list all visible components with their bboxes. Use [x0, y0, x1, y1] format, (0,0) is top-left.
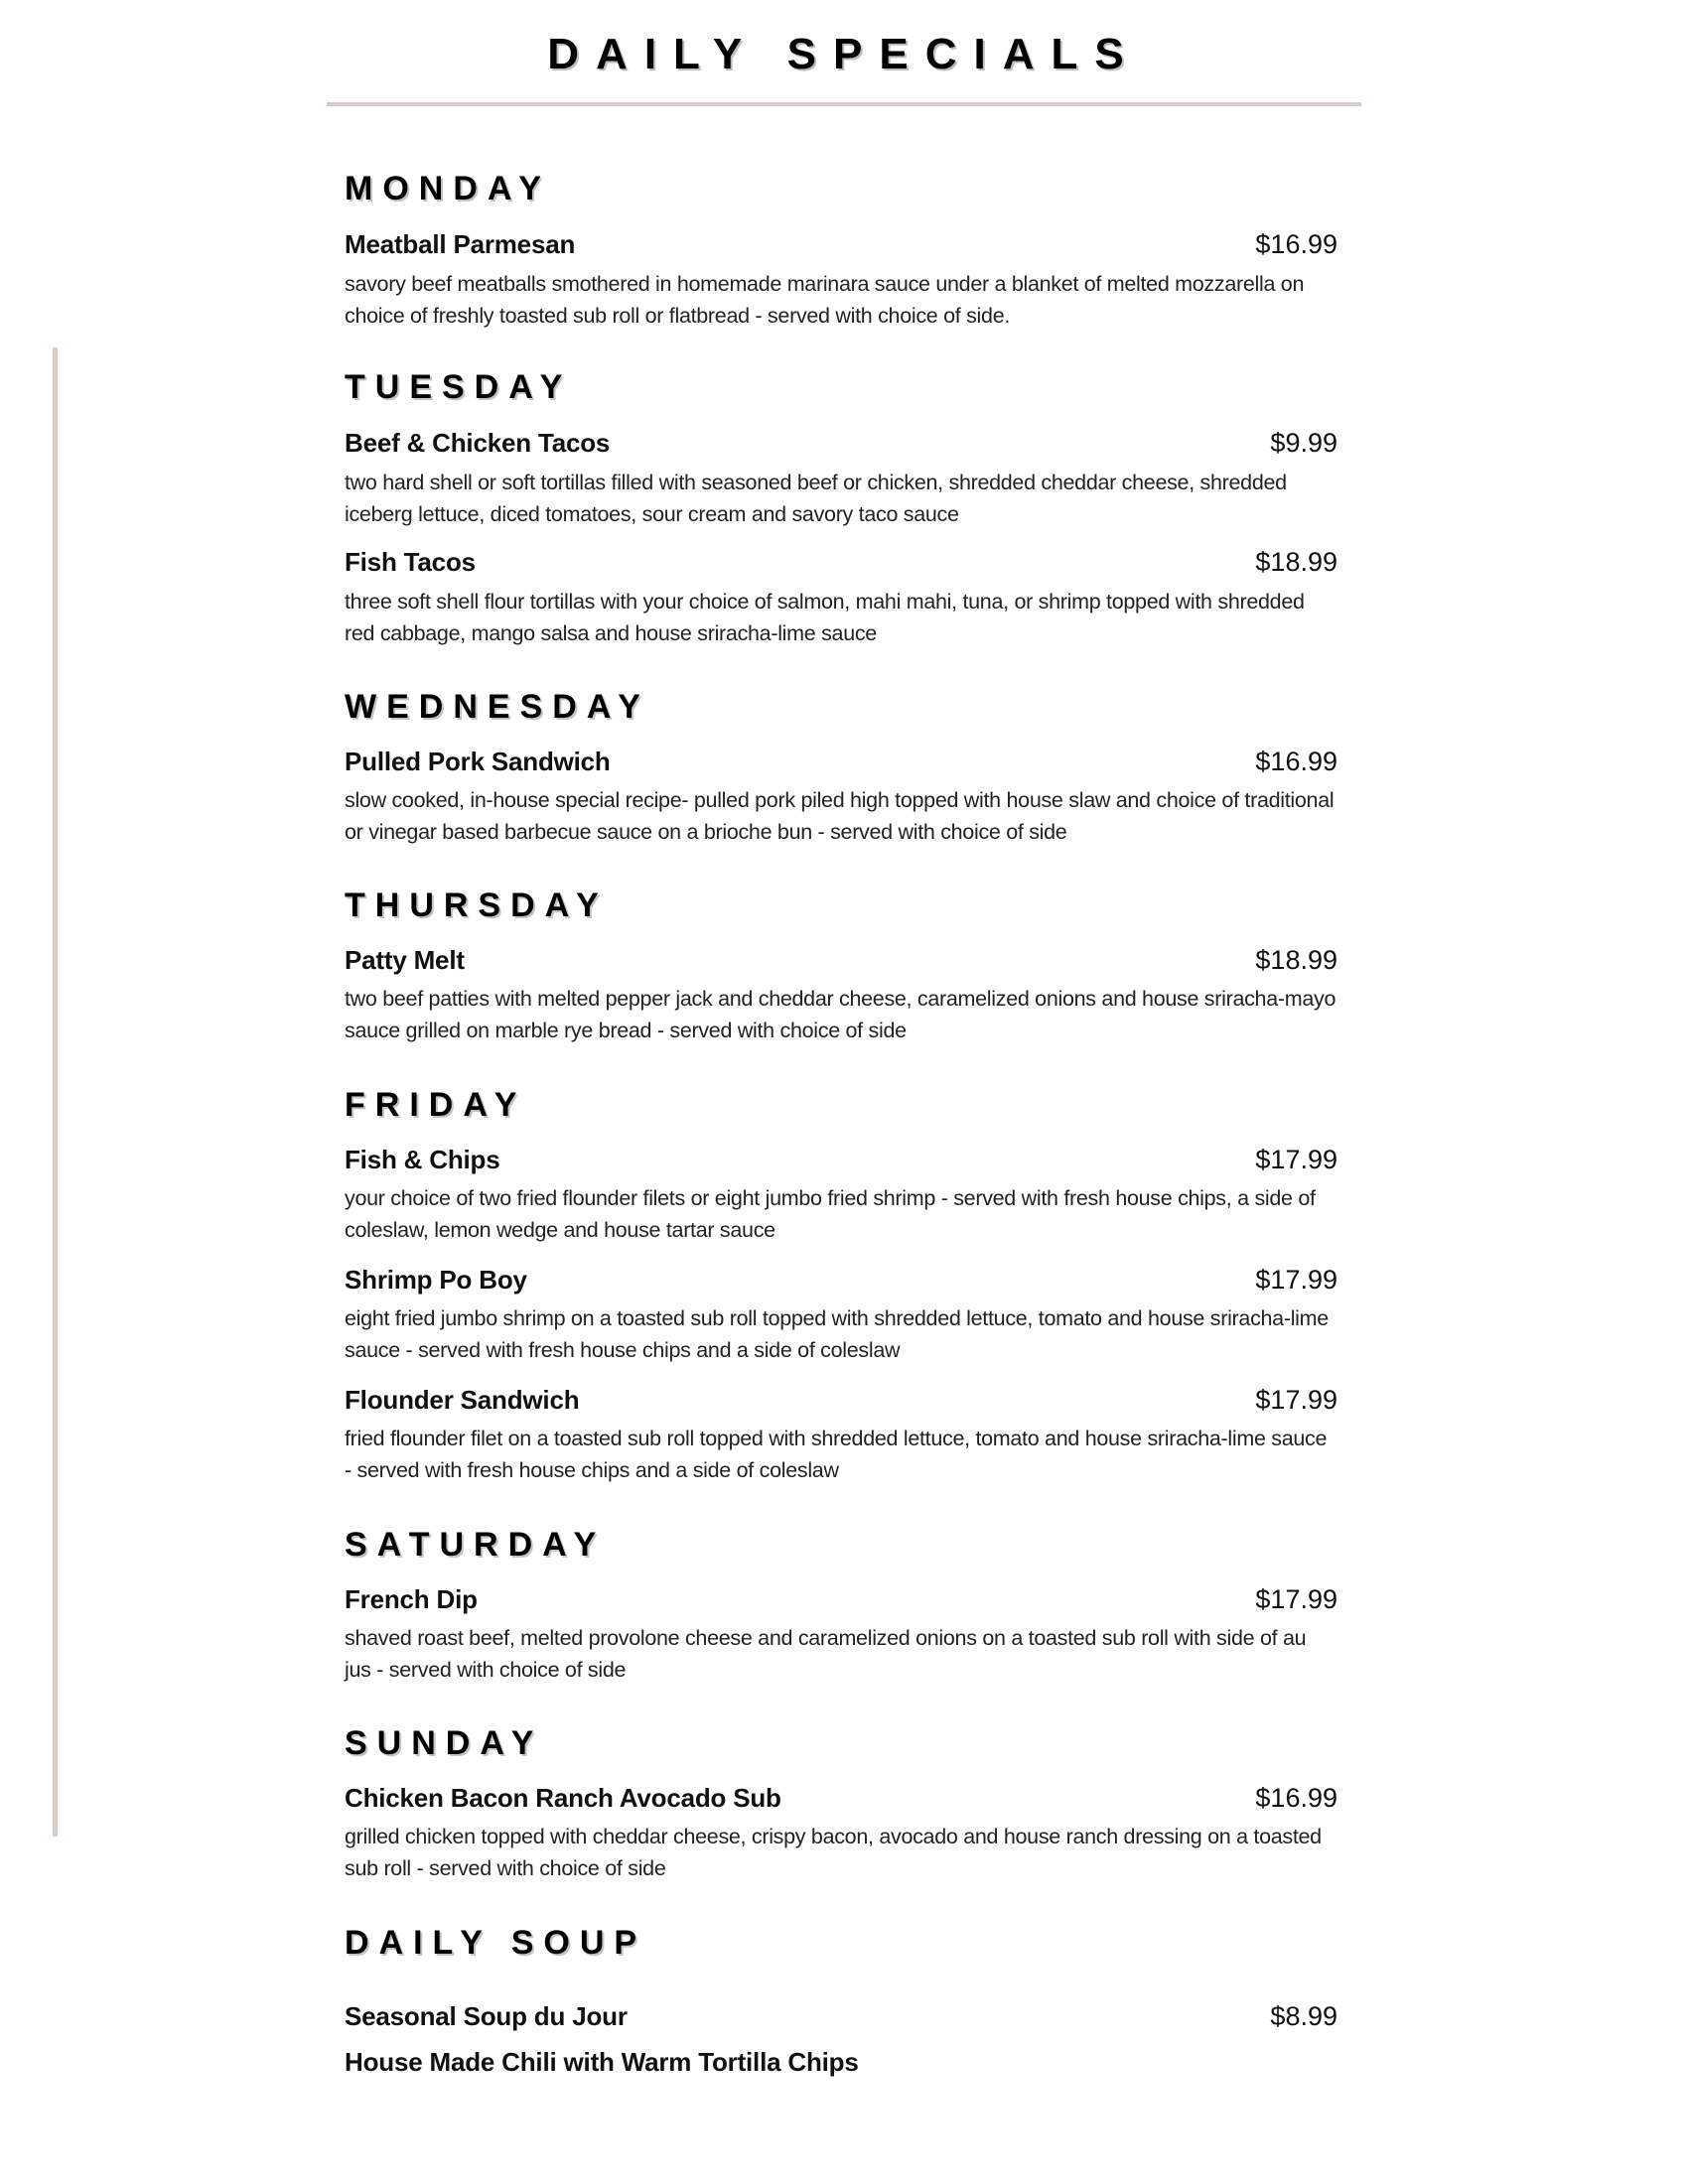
menu-item: [345, 425, 1337, 461]
menu-item: [345, 1581, 1337, 1617]
section-heading-monday: MONDAY: [345, 170, 551, 207]
left-accent-bar: [53, 347, 58, 1837]
item-price: $8.99: [1270, 2001, 1337, 2031]
item-description: shaved roast beef, melted provolone cheese and caramelized onions on a toasted sub roll with side of au jus - served with choice of side: [345, 1626, 1307, 1682]
item-description: grilled chicken topped with cheddar cheese, crispy bacon, avocado and house ranch dressing on a toasted sub roll - served with choice of side: [345, 1825, 1322, 1880]
item-name: Fish & Chips: [345, 1145, 500, 1174]
menu-item: [345, 544, 1337, 580]
item-price: $17.99: [1255, 1265, 1337, 1295]
menu-item: [345, 1780, 1337, 1816]
item-name: French Dip: [345, 1584, 478, 1614]
item-description: two hard shell or soft tortillas filled with seasoned beef or chicken, shredded cheddar cheese, shredded iceberg lettuce, diced tomatoes, sour cream and savory taco sauce: [345, 471, 1287, 526]
menu-item: [345, 744, 1337, 779]
section-heading-saturday: SATURDAY: [345, 1526, 607, 1564]
item-name: Chicken Bacon Ranch Avocado Sub: [345, 1783, 781, 1813]
item-price: $17.99: [1255, 1145, 1337, 1174]
section-heading-sunday: SUNDAY: [345, 1724, 544, 1762]
menu-item: [345, 1262, 1337, 1297]
section-heading-daily-soup: DAILY SOUP: [345, 1924, 647, 1962]
menu-item: [345, 1998, 1337, 2034]
item-price: $16.99: [1255, 1783, 1337, 1813]
item-price: $17.99: [1255, 1385, 1337, 1415]
item-name: House Made Chili with Warm Tortilla Chips: [345, 2047, 859, 2077]
item-price: $17.99: [1255, 1584, 1337, 1614]
item-price: $16.99: [1255, 229, 1337, 259]
item-price: $16.99: [1255, 747, 1337, 776]
item-name: Meatball Parmesan: [345, 229, 576, 259]
section-heading-friday: FRIDAY: [345, 1086, 527, 1124]
section-heading-thursday: THURSDAY: [345, 887, 609, 924]
menu-item: [345, 1382, 1337, 1418]
menu-item: [345, 1142, 1337, 1177]
item-price: $18.99: [1255, 945, 1337, 975]
item-name: Flounder Sandwich: [345, 1385, 580, 1415]
item-description: savory beef meatballs smothered in homemade marinara sauce under a blanket of melted mozzarella on choice of freshly toasted sub roll or flatbread - served with choice of side.: [345, 272, 1305, 328]
menu-item: [345, 226, 1337, 262]
item-name: Fish Tacos: [345, 547, 476, 577]
item-name: Shrimp Po Boy: [345, 1265, 527, 1295]
page-title: DAILY SPECIALS: [547, 30, 1141, 78]
item-description: slow cooked, in-house special recipe- pulled pork piled high topped with house slaw and choice of traditional or vinegar based barbecue sauce on a brioche bun - served with choice of side: [345, 788, 1335, 844]
item-description: fried flounder filet on a toasted sub roll topped with shredded lettuce, tomato and house sriracha-lime sauce - served with fresh house chips and a side of coleslaw: [345, 1427, 1328, 1482]
item-price: $9.99: [1270, 428, 1337, 458]
item-description: two beef patties with melted pepper jack and cheddar cheese, caramelized onions and house sriracha-mayo sauce grilled on marble rye bread - served with choice of side: [345, 987, 1336, 1042]
section-heading-tuesday: TUESDAY: [345, 368, 573, 406]
menu-item: [345, 2044, 1337, 2080]
menu-item: [345, 942, 1337, 978]
item-name: Beef & Chicken Tacos: [345, 428, 611, 458]
item-price: $18.99: [1255, 547, 1337, 577]
title-divider: [327, 102, 1361, 106]
item-name: Patty Melt: [345, 945, 465, 975]
item-description: your choice of two fried flounder filets or eight jumbo fried shrimp - served with fresh house chips, a side of coleslaw, lemon wedge and house tartar sauce: [345, 1186, 1316, 1242]
item-name: Seasonal Soup du Jour: [345, 2001, 628, 2031]
item-description: eight fried jumbo shrimp on a toasted sub roll topped with shredded lettuce, tomato and house sriracha-lime sauce - served with fresh house chips and a side of coleslaw: [345, 1306, 1329, 1362]
item-description: three soft shell flour tortillas with your choice of salmon, mahi mahi, tuna, or shrimp topped with shredded red cabbage, mango salsa and house sriracha-lime sauce: [345, 590, 1305, 645]
item-name: Pulled Pork Sandwich: [345, 747, 611, 776]
section-heading-wednesday: WEDNESDAY: [345, 688, 650, 726]
